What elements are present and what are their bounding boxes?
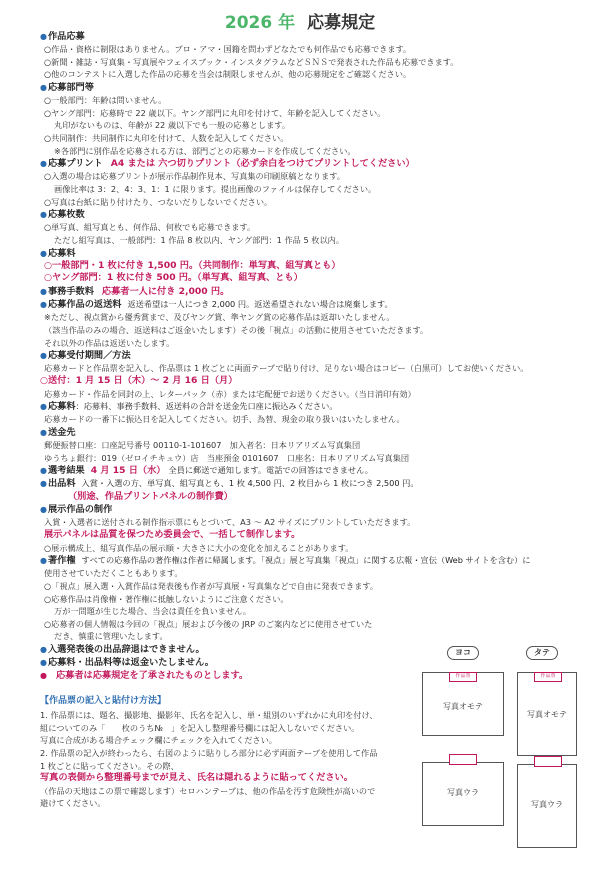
final-note: ●入選発表後の出品辞退はできません。 — [40, 644, 205, 656]
return-line: それ以外の作品は返送いたします。 — [44, 337, 175, 348]
section-copyright-heading: ●著作権 すべての応募作品の著作権は作者に帰属します。「視点」展と写真集「視点」に関する広報・宣伝（Web サイトを含む）に — [40, 555, 531, 567]
section-remit-heading: ●送金先 — [40, 426, 76, 438]
slip-tag: 作品票 — [534, 672, 562, 682]
yoko-label: ヨコ — [447, 646, 479, 660]
copyright-line: ○応募作品は肖像権・著作権に抵触しないようにご注意ください。 — [44, 593, 289, 604]
payment-line: 応募カードの一番下に振込日を記入してください。切手、為替、現金の取り扱いはいたしません。 — [44, 414, 405, 425]
section-count-heading: ●応募枚数 — [40, 209, 85, 221]
deadline-line: 応募カード・作品を同封の上、レターパック（赤）または宅配便でお送りください。（当日消印有効） — [44, 388, 416, 399]
bullet-icon: ● — [40, 427, 47, 437]
copyright-line: 万が一問題が生じた場合、当会は責任を負いません。 — [54, 606, 251, 617]
slip-line: 避けてください。 — [40, 798, 106, 809]
slip-tag: 作品票 — [449, 672, 477, 682]
copyright-line: ○応募者の個人情報は今回の「視点」展および今後の JRP のご案内などに使用させていた — [44, 618, 373, 629]
bullet-icon: ● — [40, 505, 47, 515]
works-line: ○作品・資格に制限はありません。プロ・アマ・国籍を問わずどなたでも何作品でも応募できます。 — [44, 44, 412, 55]
bullet-icon: ● — [40, 300, 47, 310]
bullet-icon: ● — [40, 286, 47, 296]
award-extra: （別途、作品プリントパネルの制作費） — [68, 490, 233, 502]
deadline-period: ○送付：1 月 15 日（木）～ 2 月 16 日（月） — [40, 374, 238, 386]
section-results-heading: ●選考結果 4 月 15 日（水） 全員に郵送で通知します。電話での回答はできません。 — [40, 465, 373, 477]
print-line: ○入選の場合は応募プリントが展示作品制作見本、写真集の印刷原稿となります。 — [44, 171, 345, 182]
front-tate — [517, 672, 577, 756]
categories-line: ○一般部門：年齢は問いません。 — [44, 95, 167, 106]
categories-line: ※各部門に別作品を応募される方は、部門ごとの応募カードを作成してください。 — [54, 145, 356, 156]
section-categories-heading: ●応募部門等 — [40, 81, 94, 93]
section-fee-heading: ●応募料 — [40, 247, 76, 259]
fee-young: ○ヤング部門：1 枚に付き 500 円。（単写真、組写真、とも） — [44, 272, 303, 284]
works-line: ○新聞・雑誌・写真集・写真展やフェイスブック・インスタグラムなどＳＮＳで発表された作品も応募できます。 — [44, 56, 459, 67]
award-note: 入賞・入選の方、単写真、組写真とも、1 枚 4,500 円、2 枚目から 1 枚につき 2,500 円。 — [81, 478, 419, 489]
front-label: 写真オモテ — [527, 710, 567, 719]
bullet-icon: ● — [40, 248, 47, 258]
print-line: ○写真は台紙に貼り付けたり、つないだりしないでください。 — [44, 196, 273, 207]
categories-line: ○ヤング部門：応募時で 22 歳以下。ヤング部門に丸印を付けて、年齢を記入してください。 — [44, 107, 386, 118]
slip-line: 組についてのみ「 枚のうち№ 」を記入し整理番号欄には記入しないでください。 — [40, 722, 360, 733]
copyright-line: ○「視点」展入選・入賞作品は発表後も作者が写真展・写真集などで自由に発表できます。 — [44, 581, 378, 592]
slip-line: 写真に合成がある場合チェック欄にチェックを入れてください。 — [40, 735, 277, 746]
slip-line: 1. 作品票には、題名、撮影地、撮影年、氏名を記入し、単・組別のいずれかに丸印を付け、 — [40, 710, 378, 721]
bullet-icon: ● — [40, 82, 47, 92]
back-yoko — [422, 762, 504, 826]
return-line: ※ただし、視点賞から優秀賞まで、及びヤング賞、準ヤング賞の応募作品は返却いたしません。 — [44, 312, 395, 323]
bullet-icon: ● — [40, 466, 47, 476]
works-line: ○他のコンテストに入選した作品の応募を当会は制限しませんが、他の応募規定をご確認ください。 — [44, 69, 412, 80]
bullet-icon: ● — [40, 645, 47, 655]
section-payment-heading: ●応募料：応募料、事務手数料、返送料の合計を送金先口座に振込みください。 — [40, 401, 338, 413]
panel-emph: 展示パネルは品質を保つため委員会で、一括して制作します。 — [44, 529, 301, 541]
print-line: 画像比率は 3：2、4：3、1：1 に限ります。提出画像のファイルは保存してください。 — [54, 183, 377, 194]
slip-tag — [449, 754, 477, 765]
copyright-line: だき、慎重に管理いたします。 — [54, 631, 168, 642]
categories-line: 丸印がないものは、年齢が 22 歳以下でも一般の応募とします。 — [54, 120, 291, 131]
deadline-line: 応募カードと作品票を記入し、作品票は 1 枚ごとに両面テープで貼り付け、足りない場合はコピー（白黒可）してお使いください。 — [44, 363, 529, 374]
bullet-icon: ● — [40, 671, 47, 681]
section-handling-heading: ●事務手数料 応募者一人に付き 2,000 円。 — [40, 285, 230, 297]
panel-line: 入賞・入選者に送付される制作指示票にもとづいて、A3 ～ A2 サイズにプリントしていただきます。 — [44, 517, 416, 528]
slip-line: 2. 作品票の記入が終わったら、右図のように貼りしろ部分に必ず両面テープを使用して作品 — [40, 748, 378, 759]
print-note: A4 または 六つ切りプリント（必ず余白をつけてプリントしてください） — [110, 158, 415, 170]
count-line: ただし組写真は、一般部門：1 作品 8 枚以内、ヤング部門：1 作品 5 枚以内。 — [54, 234, 345, 245]
results-date: 4 月 15 日（水） — [90, 465, 166, 477]
front-yoko — [422, 672, 504, 736]
remit-line: ゆうちょ銀行：019（ゼロイチキュウ）店 当座預金 0101607 口座名：日本リアリズム写真集団 — [44, 452, 410, 463]
section-return-heading: ●応募作品の返送料 返送希望は一人につき 2,000 円。返送希望されない場合は廃棄します。 — [40, 299, 393, 311]
bullet-icon: ● — [40, 159, 47, 169]
return-line: （該当作品のみの場合、返送料はご返金いたします）その後「視点」の活動に使用させていただきます。 — [44, 324, 429, 335]
copyright-line: 使用させていただくこともあります。 — [44, 568, 183, 579]
final-note-emph: ● 応募者は応募規定を了承されたものとします。 — [40, 670, 249, 682]
bullet-icon: ● — [40, 32, 47, 41]
categories-line: ○共同制作：共同制作に丸印を付けて、人数を記入してください。 — [44, 132, 289, 143]
final-note: ●応募料・出品料等は返金いたしません。 — [40, 657, 214, 669]
section-deadline-heading: ●応募受付期間／方法 — [40, 350, 131, 362]
title-text: 応募規定 — [307, 13, 376, 33]
return-note: 返送希望は一人につき 2,000 円。返送希望されない場合は廃棄します。 — [127, 299, 393, 310]
section-panel-heading: ●展示作品の制作 — [40, 504, 113, 516]
section-works-heading: ●作品応募 — [40, 31, 85, 42]
rules-body — [40, 30, 592, 810]
remit-line: 郵便振替口座：口座記号番号 00110-1-101607 加入者名：日本リアリズム写真集団 — [44, 440, 361, 451]
slip-line: （作品の天地はこの票で確認します）セロハンテープは、他の作品を汚す危険性が高いので — [40, 785, 376, 796]
front-label: 写真オモテ — [443, 702, 483, 711]
bullet-icon: ● — [40, 210, 47, 220]
count-line: ○単写真、組写真とも、何作品、何枚でも応募できます。 — [44, 222, 256, 233]
slip-line: 1 枚ごとに貼ってください。その際、 — [40, 760, 179, 771]
fee-general: ○一般部門・1 枚に付き 1,500 円。（共同制作：単写真、組写真とも） — [44, 259, 341, 271]
handling-note: 応募者一人に付き 2,000 円。 — [101, 285, 230, 297]
back-label: 写真ウラ — [531, 800, 563, 809]
slip-tag — [534, 756, 562, 767]
panel-line: ○展示構成上、組写真作品の展示順・大きさに大小の変化を加えることがあります。 — [44, 542, 354, 553]
slip-emph: 写真の表側から整理番号までが見え、氏名は隠れるように貼ってください。 — [40, 772, 353, 784]
bullet-icon: ● — [40, 479, 47, 489]
bullet-icon: ● — [40, 556, 47, 566]
tate-label: タテ — [526, 646, 558, 660]
copyright-note: すべての応募作品の著作権は作者に帰属します。「視点」展と写真集「視点」に関する広報・宣伝（Web サイトを含む）に — [81, 555, 531, 566]
back-tate — [517, 764, 577, 848]
payment-note: ：応募料、事務手数料、返送料の合計を送金先口座に振込みください。 — [75, 401, 338, 412]
section-print-heading: ●応募プリント A4 または 六つ切りプリント（必ず余白をつけてプリントしてください） — [40, 158, 415, 170]
slip-heading: 【作品票の記入と貼付け方法】 — [40, 695, 167, 706]
bullet-icon: ● — [40, 351, 47, 361]
section-award-heading: ●出品料 入賞・入選の方、単写真、組写真とも、1 枚 4,500 円、2 枚目から 1 枚につき 2,500 円。 — [40, 478, 419, 490]
title-year: 2026 年 — [224, 13, 296, 33]
results-note: 全員に郵送で通知します。電話での回答はできません。 — [168, 465, 373, 476]
bullet-icon: ● — [40, 402, 47, 412]
back-label: 写真ウラ — [447, 788, 479, 797]
bullet-icon: ● — [40, 658, 47, 668]
